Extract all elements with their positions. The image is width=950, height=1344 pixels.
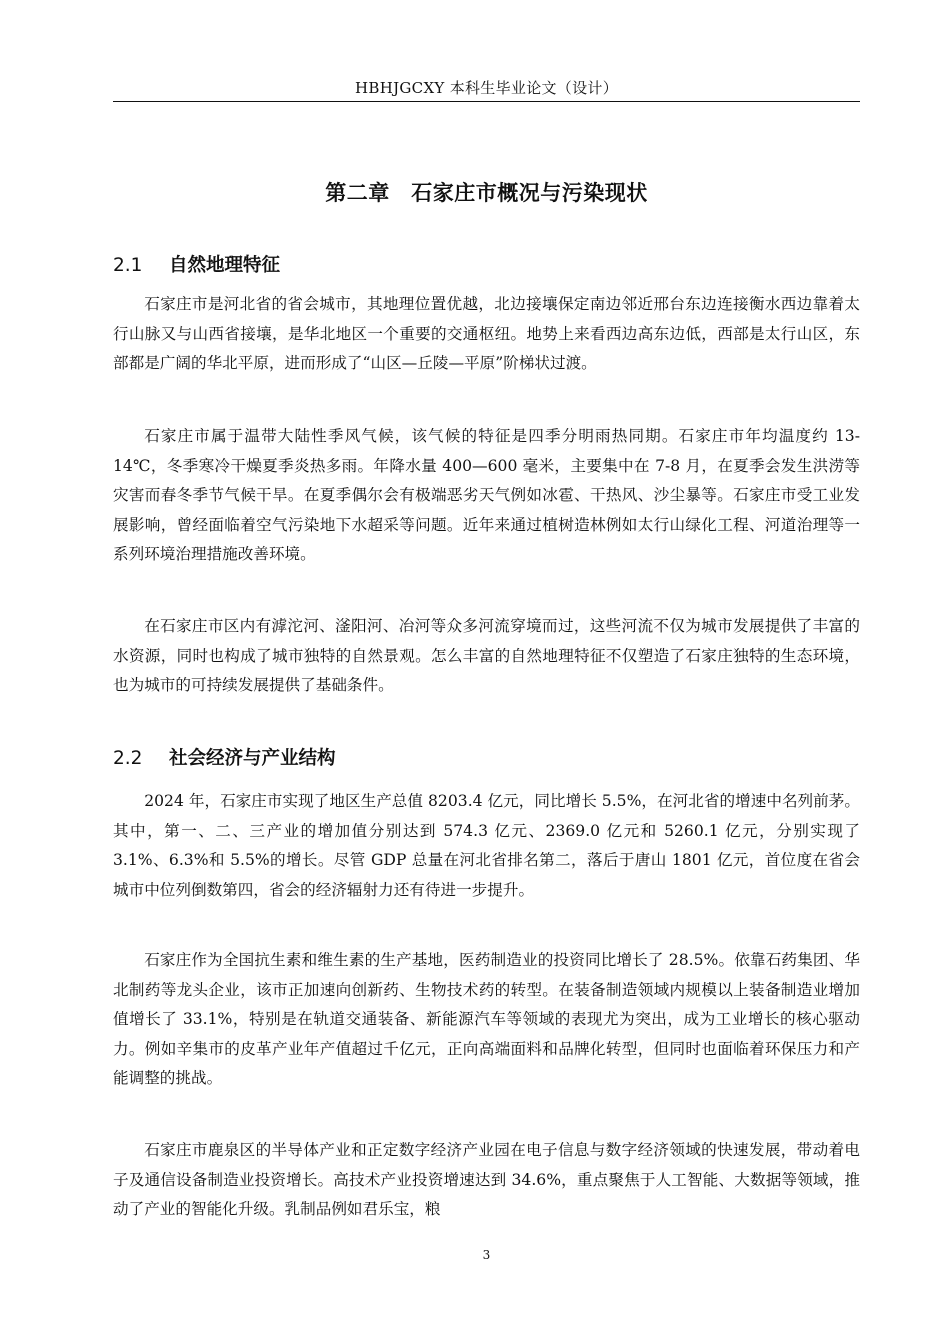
section-title: 社会经济与产业结构 [169, 748, 336, 769]
chapter-title: 第二章 石家庄市概况与污染现状 [325, 181, 648, 205]
paragraph-digital-economy: 石家庄市鹿泉区的半导体产业和正定数字经济产业园在电子信息与数字经济领域的快速发展，带动着电子及通信设备制造业投资增长。高技术产业投资增速达到 34.6%，重点聚焦于人工智能、大数据等领域，推动了产业的智能化升级。乳制品例如君乐宝，粮 [113, 1141, 860, 1218]
section-title: 自然地理特征 [169, 255, 281, 276]
section-heading-2-2 [113, 746, 860, 772]
section-heading-2-1 [113, 253, 860, 279]
paragraph-rivers: 在石家庄市区内有滹沱河、滏阳河、冶河等众多河流穿境而过，这些河流不仅为城市发展提供了丰富的水资源，同时也构成了城市独特的自然景观。怎么丰富的自然地理特征不仅塑造了石家庄独特的生态环境，也为城市的可持续发展提供了基础条件。 [113, 617, 860, 694]
paragraph-industry: 石家庄作为全国抗生素和维生素的生产基地，医药制造业的投资同比增长了 28.5%。依靠石药集团、华北制药等龙头企业，该市正加速向创新药、生物技术药的转型。在装备制造领域内规模以上装备制造业增加值增长了 33.1%，特别是在轨道交通装备、新能源汽车等领域的表现尤为突出，成为工业增长的核心驱动力。例如辛集市的皮革产业年产值超过千亿元，正向高端面料和品牌化转型，但同时也面临着环保压力和产能调整的挑战。 [113, 951, 860, 1087]
running-header: HBHJGCXY 本科生毕业论文（设计） [354, 79, 618, 97]
paragraph-geography-location: 石家庄市是河北省的省会城市，其地理位置优越，北边接壤保定南边邻近邢台东边连接衡水西边靠着太行山脉又与山西省接壤，是华北地区一个重要的交通枢纽。地势上来看西边高东边低，西部是太行山区，东部都是广阔的华北平原，进而形成了“山区—丘陵—平原”阶梯状过渡。 [113, 295, 860, 372]
header-rule [113, 101, 860, 102]
section-number: 2.2 [113, 748, 143, 769]
section-number: 2.1 [113, 255, 143, 276]
page-number: 3 [482, 1248, 491, 1262]
paragraph-gdp: 2024 年，石家庄市实现了地区生产总值 8203.4 亿元，同比增长 5.5%，在河北省的增速中名列前茅。其中，第一、二、三产业的增加值分别达到 574.3 亿元、2369.0 亿元和 5260.1 亿元，分别实现了 3.1%、6.3%和 5.5%的增长。尽管 GDP 总量在河北省排名第二，落后于唐山 1801 亿元，首位度在省会城市中位列倒数第四，省会的经济辐射力还有待进一步提升。 [113, 792, 860, 899]
paragraph-climate: 石家庄市属于温带大陆性季风气候，该气候的特征是四季分明雨热同期。石家庄市年均温度约 13-14℃，冬季寒冷干燥夏季炎热多雨。年降水量 400—600 毫米，主要集中在 7-8 月，在夏季会发生洪涝等灾害而春冬季节气候干旱。在夏季偶尔会有极端恶劣天气例如冰雹、干热风、沙尘暴等。石家庄市受工业发展影响，曾经面临着空气污染地下水超采等问题。近年来通过植树造林例如太行山绿化工程、河道治理等一系列环境治理措施改善环境。 [113, 427, 860, 563]
